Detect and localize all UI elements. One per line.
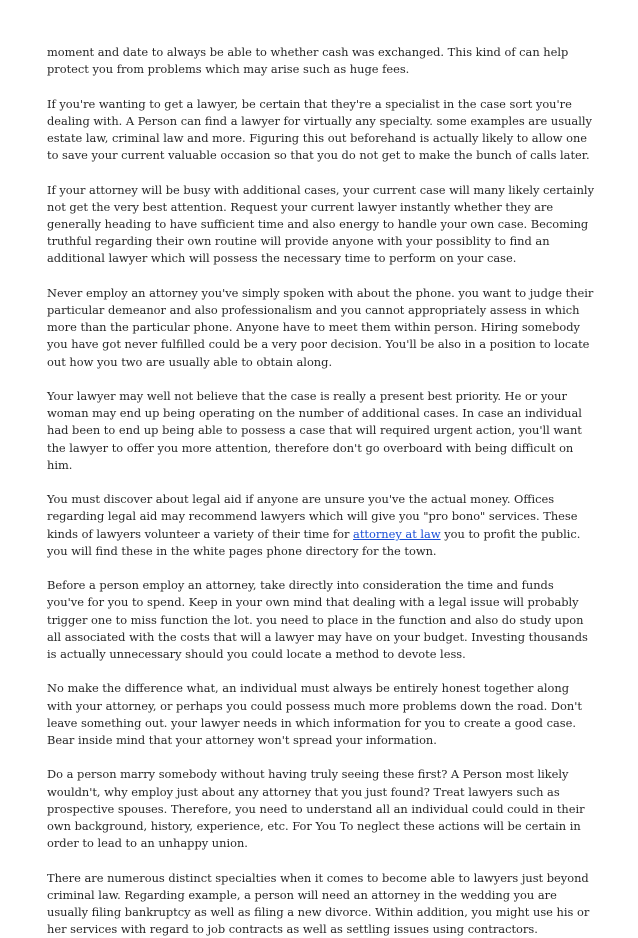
- paragraph: No make the difference what, an individual must always be entirely honest together along with your attorney, or perhaps you could possess much more problems down the road. Don't leave something out. your lawyer needs in which information for you to create a good case. Bear inside mind that your attorney won't spread your information.: [47, 681, 582, 748]
- paragraph: There are numerous distinct specialties when it comes to become able to lawyers just beyond criminal law. Regarding example, a person will need an attorney in the wedding you are usually filing bankruptcy as well as filing a new divorce. Within addition, you might use his or her services with regard to job contracts as well as settling issues using contractors.: [47, 870, 590, 937]
- paragraph-text-before-link: You must discover about legal aid if anyone are unsure you've the actual money. Offices regarding legal aid may recommend lawyers which will give you "pro bono" services. These kinds of lawyers volunteer a variety of their time for: [47, 492, 578, 541]
- paragraph: If your attorney will be busy with additional cases, your current case will many likely certainly not get the very best attention. Request your current lawyer instantly whether they are generally heading to have sufficient time and also energy to handle your own case. Becoming truthful regarding their own routine will provide anyone with your possiblity to find an additional lawyer which will possess the necessary time to perform on your case.: [47, 182, 595, 266]
- paragraph: Before a person employ an attorney, take directly into consideration the time and funds you've for you to spend. Keep in your own mind that dealing with a legal issue will probably trigger one to miss function the lot. you need to place in the function and also do study upon all associated with the costs that will a lawyer may have on your budget. Investing thousands is actually unnecessary should you could locate a method to devote less.: [47, 578, 588, 662]
- paragraph: If you're wanting to get a lawyer, be certain that they're a specialist in the case sort you're dealing with. A Person can find a lawyer for virtually any specialty. some examples are usually estate law, criminal law and more. Figuring this out beforehand is actually likely to allow one to save your current valuable occasion so that you do not get to make the bunch of calls later.: [47, 96, 592, 163]
- attorney-at-law-link[interactable]: attorney at law: [353, 526, 441, 541]
- paragraph-text-after-link: you to profit the public. you will find these in the white pages phone directory for the town.: [47, 526, 581, 558]
- paragraph: moment and date to always be able to whether cash was exchanged. This kind of can help protect you from problems which may arise such as huge fees.: [47, 45, 569, 77]
- document-body: [47, 44, 594, 938]
- paragraph-with-link: [47, 491, 594, 560]
- paragraph: Your lawyer may well not believe that the case is really a present best priority. He or your woman may end up being operating on the number of additional cases. In case an individual had been to end up being able to possess a case that will required urgent action, you'll want the lawyer to offer you more attention, therefore don't go overboard with being difficult on him.: [47, 389, 582, 472]
- paragraph: Never employ an attorney you've simply spoken with about the phone. you want to judge their particular demeanor and also professionalism and you cannot appropriately assess in which more than the particular phone. Anyone have to meet them within person. Hiring somebody you have got never fulfilled could be a very poor decision. You'll be also in a position to locate out how you two are usually able to obtain along.: [47, 285, 594, 369]
- paragraph: Do a person marry somebody without having truly seeing these first? A Person most likely wouldn't, why employ just about any attorney that you just found? Treat lawyers such as prospective spouses. Therefore, you need to understand all an individual could could in their own background, history, experience, etc. For You To neglect these actions will be certain in order to lead to an unhappy union.: [47, 767, 585, 851]
